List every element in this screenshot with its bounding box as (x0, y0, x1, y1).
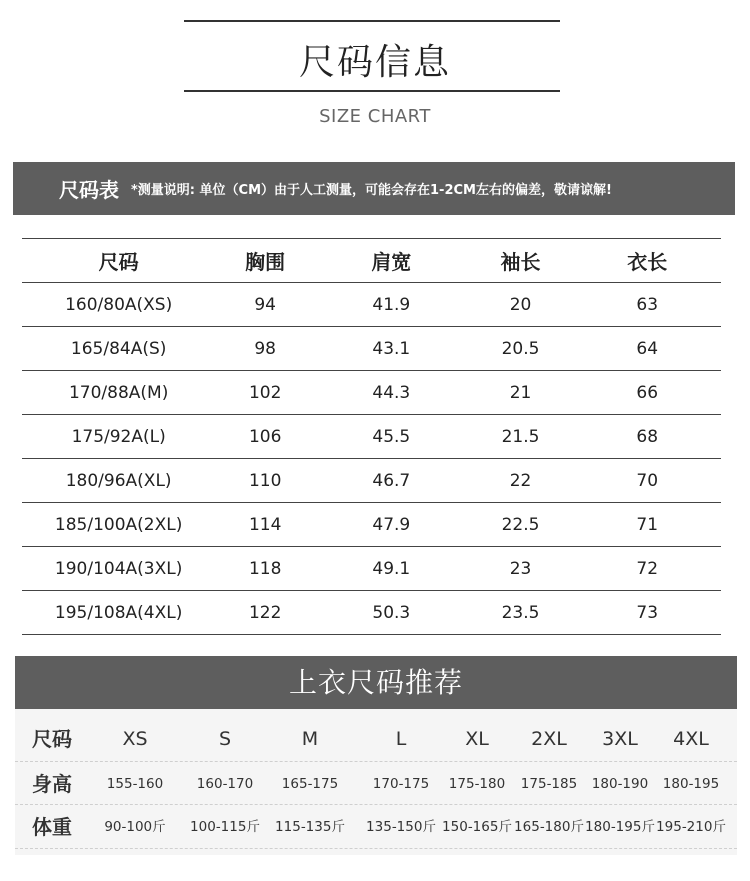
size-table (22, 238, 721, 635)
recommendation-cell: XS (122, 728, 148, 750)
row-label: 尺码 (32, 727, 72, 751)
header-top-rule (184, 20, 560, 22)
table-cell: 98 (215, 327, 315, 371)
table-cell: 122 (215, 591, 315, 635)
table-cell: 46.7 (315, 459, 468, 503)
recommendation-cell: 160-170 (196, 776, 254, 792)
table-cell: 23 (468, 547, 574, 591)
table-cell: 195/108A(4XL) (22, 591, 215, 635)
row-label: 身高 (32, 772, 72, 796)
recommendation-cell: 175-185 (520, 776, 578, 792)
table-cell: 185/100A(2XL) (22, 503, 215, 547)
table-cell: 20 (468, 283, 574, 327)
column-header: 肩宽 (315, 239, 468, 283)
table-cell: 49.1 (315, 547, 468, 591)
table-cell: 21.5 (468, 415, 574, 459)
column-header: 袖长 (468, 239, 574, 283)
table-cell: 41.9 (315, 283, 468, 327)
table-row (22, 591, 721, 635)
table-cell: 45.5 (315, 415, 468, 459)
table-cell: 106 (215, 415, 315, 459)
column-header: 胸围 (215, 239, 315, 283)
recommendation-cell: 115-135斤 (275, 819, 345, 835)
recommendation-cell: 4XL (673, 728, 709, 750)
table-cell: 110 (215, 459, 315, 503)
row-label: 体重 (32, 815, 72, 839)
table-cell: 94 (215, 283, 315, 327)
table-row (22, 547, 721, 591)
recommendation-cell: 195-210斤 (656, 819, 726, 835)
table-cell: 68 (573, 415, 721, 459)
recommendation-cell: 135-150斤 (366, 819, 436, 835)
table-cell: 102 (215, 371, 315, 415)
table-row (22, 459, 721, 503)
table-row (22, 415, 721, 459)
recommendation-cell: 155-160 (106, 776, 164, 792)
table-cell: 22 (468, 459, 574, 503)
recommendation-cell: 180-195 (662, 776, 720, 792)
column-header: 衣长 (573, 239, 721, 283)
recommendation-cell: 165-175 (281, 776, 339, 792)
table-cell: 50.3 (315, 591, 468, 635)
table-cell: 21 (468, 371, 574, 415)
recommendation-cell: 175-180 (448, 776, 506, 792)
table-row (22, 327, 721, 371)
recommendation-cell: 165-180斤 (514, 819, 584, 835)
table-header-row (22, 239, 721, 283)
size-table-title: 尺码表 (59, 178, 119, 202)
recommendation-cell: L (395, 728, 407, 750)
table-cell: 71 (573, 503, 721, 547)
recommendation-cell: 2XL (531, 728, 567, 750)
table-cell: 170/88A(M) (22, 371, 215, 415)
recommendation-cell: 90-100斤 (104, 819, 166, 835)
measurement-note: *测量说明: 单位（CM）由于人工测量，可能会存在1-2CM左右的偏差，敬请谅解! (131, 183, 612, 198)
table-row (22, 371, 721, 415)
recommendation-cell: 180-195斤 (585, 819, 655, 835)
recommendation-cell: XL (465, 728, 489, 750)
table-cell: 66 (573, 371, 721, 415)
page-title: 尺码信息 (298, 42, 451, 83)
table-cell: 44.3 (315, 371, 468, 415)
table-cell: 72 (573, 547, 721, 591)
table-cell: 70 (573, 459, 721, 503)
recommendation-cell: S (218, 728, 232, 750)
table-cell: 63 (573, 283, 721, 327)
table-cell: 114 (215, 503, 315, 547)
recommendation-cell: M (301, 728, 319, 750)
table-cell: 23.5 (468, 591, 574, 635)
table-cell: 20.5 (468, 327, 574, 371)
page-subtitle: SIZE CHART (319, 106, 431, 127)
table-cell: 190/104A(3XL) (22, 547, 215, 591)
table-cell: 175/92A(L) (22, 415, 215, 459)
table-cell: 73 (573, 591, 721, 635)
recommendation-banner: 上衣尺码推荐 (15, 656, 737, 709)
recommendation-cell: 150-165斤 (442, 819, 512, 835)
table-row (22, 503, 721, 547)
table-cell: 43.1 (315, 327, 468, 371)
recommendation-row (15, 717, 737, 761)
table-cell: 160/80A(XS) (22, 283, 215, 327)
recommendation-cell: 100-115斤 (190, 819, 260, 835)
recommendation-cell: 180-190 (591, 776, 649, 792)
recommendation-table (15, 709, 737, 855)
table-cell: 165/84A(S) (22, 327, 215, 371)
size-table-banner (13, 162, 735, 215)
recommendation-row (15, 805, 737, 849)
header-bottom-rule (184, 90, 560, 92)
recommendation-cell: 3XL (602, 728, 638, 750)
table-row (22, 283, 721, 327)
table-cell: 47.9 (315, 503, 468, 547)
table-cell: 118 (215, 547, 315, 591)
table-cell: 64 (573, 327, 721, 371)
table-cell: 22.5 (468, 503, 574, 547)
recommendation-row (15, 762, 737, 806)
table-cell: 180/96A(XL) (22, 459, 215, 503)
recommendation-cell: 170-175 (372, 776, 430, 792)
column-header: 尺码 (22, 239, 215, 283)
